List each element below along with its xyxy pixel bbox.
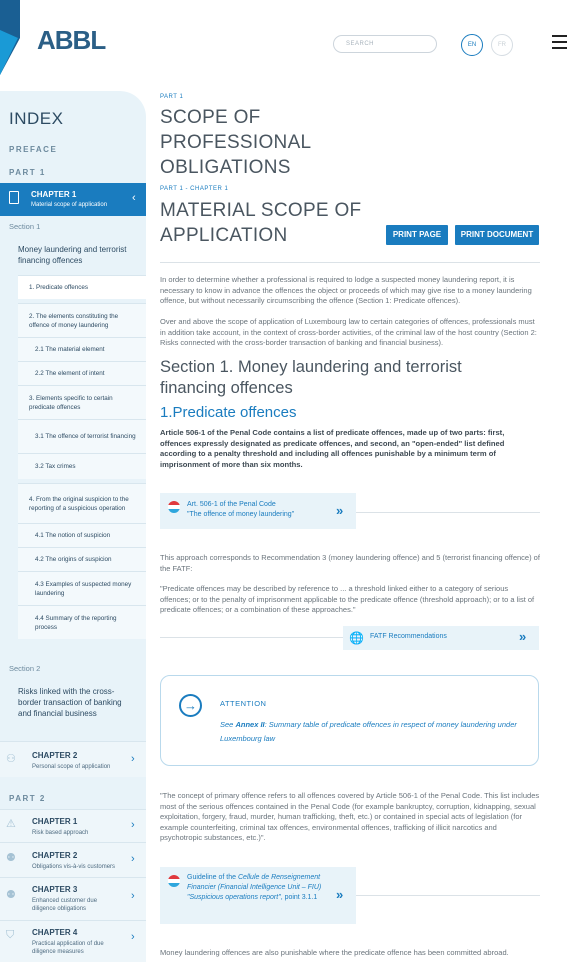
toc-item[interactable]: 3. Elements specific to certain predicate offences: [18, 385, 146, 419]
fatf-link[interactable]: [343, 626, 539, 650]
intro-paragraph: Over and above the scope of application of Luxembourg law to certain categories of offences, professionals must in addition take account, in the context of cross-border activities, of the criminal law of the host country (Section 2: Risks connected with the cross-border transaction of banking and financial business).: [160, 317, 537, 347]
toc-item[interactable]: 3.1 The offence of terrorist financing: [18, 419, 146, 453]
sidebar-part2-chapter1[interactable]: [0, 809, 146, 842]
subsection-heading: 1.Predicate offences: [160, 404, 297, 421]
preface-link[interactable]: PREFACE: [9, 145, 58, 154]
chapter-subtitle: Obligations vis-à-vis customers: [32, 864, 116, 870]
index-title: INDEX: [9, 109, 64, 128]
part2-label[interactable]: PART 2: [9, 794, 46, 803]
link-title: Art. 506-1 of the Penal Code: [187, 501, 276, 508]
chapter-title: MATERIAL SCOPE OF APPLICATION: [160, 200, 362, 246]
chapter1-active[interactable]: [0, 183, 146, 216]
lang-en-button[interactable]: EN: [461, 34, 483, 56]
section2-label: Section 2: [9, 664, 41, 673]
chapter-subtitle: Enhanced customer due diligence obligations: [32, 898, 98, 912]
header: [0, 0, 582, 90]
chapter-subtitle: Practical application of due diligence measures: [32, 941, 104, 955]
toc-item[interactable]: 3.2 Tax crimes: [18, 453, 146, 479]
bold-paragraph: Article 506-1 of the Penal Code contains a list of predicate offences, made up of two parts: first, offences expressly designated as predicate offences, and second, an "open-ended" list defined according to a penalty threshold and including all offences punishable by a minimum term of imprisonment of more than six months.: [160, 428, 505, 469]
chapter-title: CHAPTER 2: [32, 751, 78, 760]
fatf-paragraph: This approach corresponds to Recommendation 3 (money laundering offence) and 5 (terrorist financing offence) of the FATF:: [160, 553, 540, 573]
toc-item[interactable]: 4.3 Examples of suspected money laundering: [18, 571, 146, 605]
warning-icon: ⚠: [6, 818, 16, 830]
section1-title[interactable]: Money laundering and terrorist financing offences: [18, 245, 127, 265]
sidebar-part2-chapter4[interactable]: [0, 920, 146, 962]
toc-item[interactable]: 2. The elements constituting the offence of money laundering: [18, 303, 146, 337]
chevron-right-icon: ›: [131, 819, 135, 831]
lang-fr-button[interactable]: FR: [491, 34, 513, 56]
attention-text: [220, 718, 520, 746]
logo-triangle-icon: [0, 0, 20, 75]
chapter1-title: CHAPTER 1: [31, 190, 77, 199]
attention-rest: : Summary table of predicate offences in respect of money laundering under Luxembourg law: [220, 720, 517, 743]
intro-paragraph: In order to determine whether a professional is required to lodge a suspected money laundering report, it is necessary to know in advance the offences the object or proceeds of which may give rise to a money laundering offence, but without necessarily circumscribing the offence (Section 1: Predicate offences).: [160, 275, 532, 305]
chevron-right-icon: ›: [131, 931, 135, 943]
toc-item[interactable]: 4.1 The notion of suspicion: [18, 523, 146, 547]
link-tail: , point 3.1.1: [280, 894, 318, 901]
chapter-subtitle: Risk based approach: [32, 830, 89, 836]
section-heading: Section 1. Money laundering and terrorist financing offences: [160, 358, 462, 397]
menu-icon[interactable]: [552, 35, 567, 53]
sidebar-chapter2[interactable]: [0, 741, 146, 777]
sidebar-index: [0, 91, 146, 962]
luxembourg-flag-icon: [168, 875, 180, 887]
divider: [160, 637, 343, 638]
last-paragraph: Money laundering offences are also punishable where the predicate offence has been committed abroad.: [160, 948, 509, 957]
chevron-left-icon: ‹: [132, 192, 136, 204]
double-chevron-right-icon: »: [336, 887, 344, 902]
chapter-title: CHAPTER 4: [32, 928, 78, 937]
luxembourg-flag-icon: [168, 501, 180, 513]
shield-icon: ⛉: [6, 929, 15, 941]
link-title: Cellule de Renseignement Financier (Financial Intelligence Unit – FIU) "Suspicious operations report": [187, 874, 322, 901]
part-title: SCOPE OF PROFESSIONAL OBLIGATIONS: [160, 107, 311, 178]
group-icon: ⚉: [6, 852, 16, 864]
print-document-button[interactable]: PRINT DOCUMENT: [455, 225, 539, 245]
divider: [160, 262, 540, 263]
attention-title: ATTENTION: [220, 699, 267, 708]
chapter-label: PART 1 - CHAPTER 1: [160, 186, 229, 192]
sidebar-part2-chapter2[interactable]: [0, 842, 146, 877]
print-page-button[interactable]: PRINT PAGE: [386, 225, 448, 245]
chapter-title: CHAPTER 2: [32, 851, 78, 860]
penal-code-link[interactable]: [160, 493, 356, 529]
globe-icon: 🌐: [349, 631, 364, 645]
concept-paragraph: "The concept of primary offence refers to all offences covered by Article 506-1 of the Penal Code. This list includes most of the serious offences contained in the Penal Code (for example bankruptcy, corruption, kidnapping, sexual exploitation, forgery, fraud, murder, human trafficking, theft, etc.) or contained in special acts of legislation (for example counterfeiting, criminal tax offences, environmental offences, trafficking of illicit narcotics and psychotropic substances, etc.)".: [160, 791, 540, 842]
section2-title[interactable]: Risks linked with the cross-border transaction of banking and financial business: [18, 687, 122, 718]
people-icon: ⚇: [6, 753, 16, 765]
part1-label[interactable]: PART 1: [9, 168, 46, 177]
arrow-right-icon: →: [179, 694, 202, 717]
document-icon: [9, 191, 19, 204]
double-chevron-right-icon: »: [519, 629, 527, 644]
toc-item[interactable]: 2.1 The material element: [18, 337, 146, 361]
link-title: FATF Recommendations: [370, 633, 447, 640]
chapter-title: CHAPTER 1: [32, 817, 78, 826]
chapter-title: CHAPTER 3: [32, 885, 78, 894]
chevron-right-icon: ›: [131, 890, 135, 902]
search-input[interactable]: SEARCH: [333, 35, 437, 53]
link-subtitle: "The offence of money laundering": [187, 511, 295, 518]
annex-link[interactable]: Annex II: [235, 720, 265, 729]
fatf-quote: "Predicate offences may be described by reference to ... a threshold linked either to a category of serious offences; or to the penalty of imprisonment applicable to the predicate offence (threshold approach); or to a list of predicate offences; or a combination of these approaches.": [160, 584, 535, 614]
attention-box: [160, 675, 539, 766]
toc-item[interactable]: 1. Predicate offences: [18, 275, 146, 299]
chapter1-subtitle: Material scope of application: [31, 202, 108, 208]
chevron-right-icon: ›: [131, 753, 135, 765]
chapter-subtitle: Personal scope of application: [32, 764, 111, 770]
chevron-right-icon: ›: [131, 853, 135, 865]
network-icon: ⚉: [6, 889, 16, 901]
divider: [356, 895, 540, 896]
toc-item[interactable]: 4.2 The origins of suspicion: [18, 547, 146, 571]
toc-item[interactable]: 4.4 Summary of the reporting process: [18, 605, 146, 639]
section1-label: Section 1: [9, 222, 41, 231]
part-label: PART 1: [160, 94, 184, 100]
toc-item[interactable]: 4. From the original suspicion to the reporting of a suspicious operation: [18, 483, 146, 523]
toc-item[interactable]: 2.2 The element of intent: [18, 361, 146, 385]
logo[interactable]: ABBL: [37, 25, 106, 55]
link-prefix: Guideline of the: [187, 874, 237, 881]
double-chevron-right-icon: »: [336, 503, 344, 518]
sidebar-part2-chapter3[interactable]: [0, 877, 146, 920]
fiu-guideline-link[interactable]: [160, 867, 356, 924]
attention-see: See: [220, 720, 234, 729]
divider: [356, 512, 540, 513]
